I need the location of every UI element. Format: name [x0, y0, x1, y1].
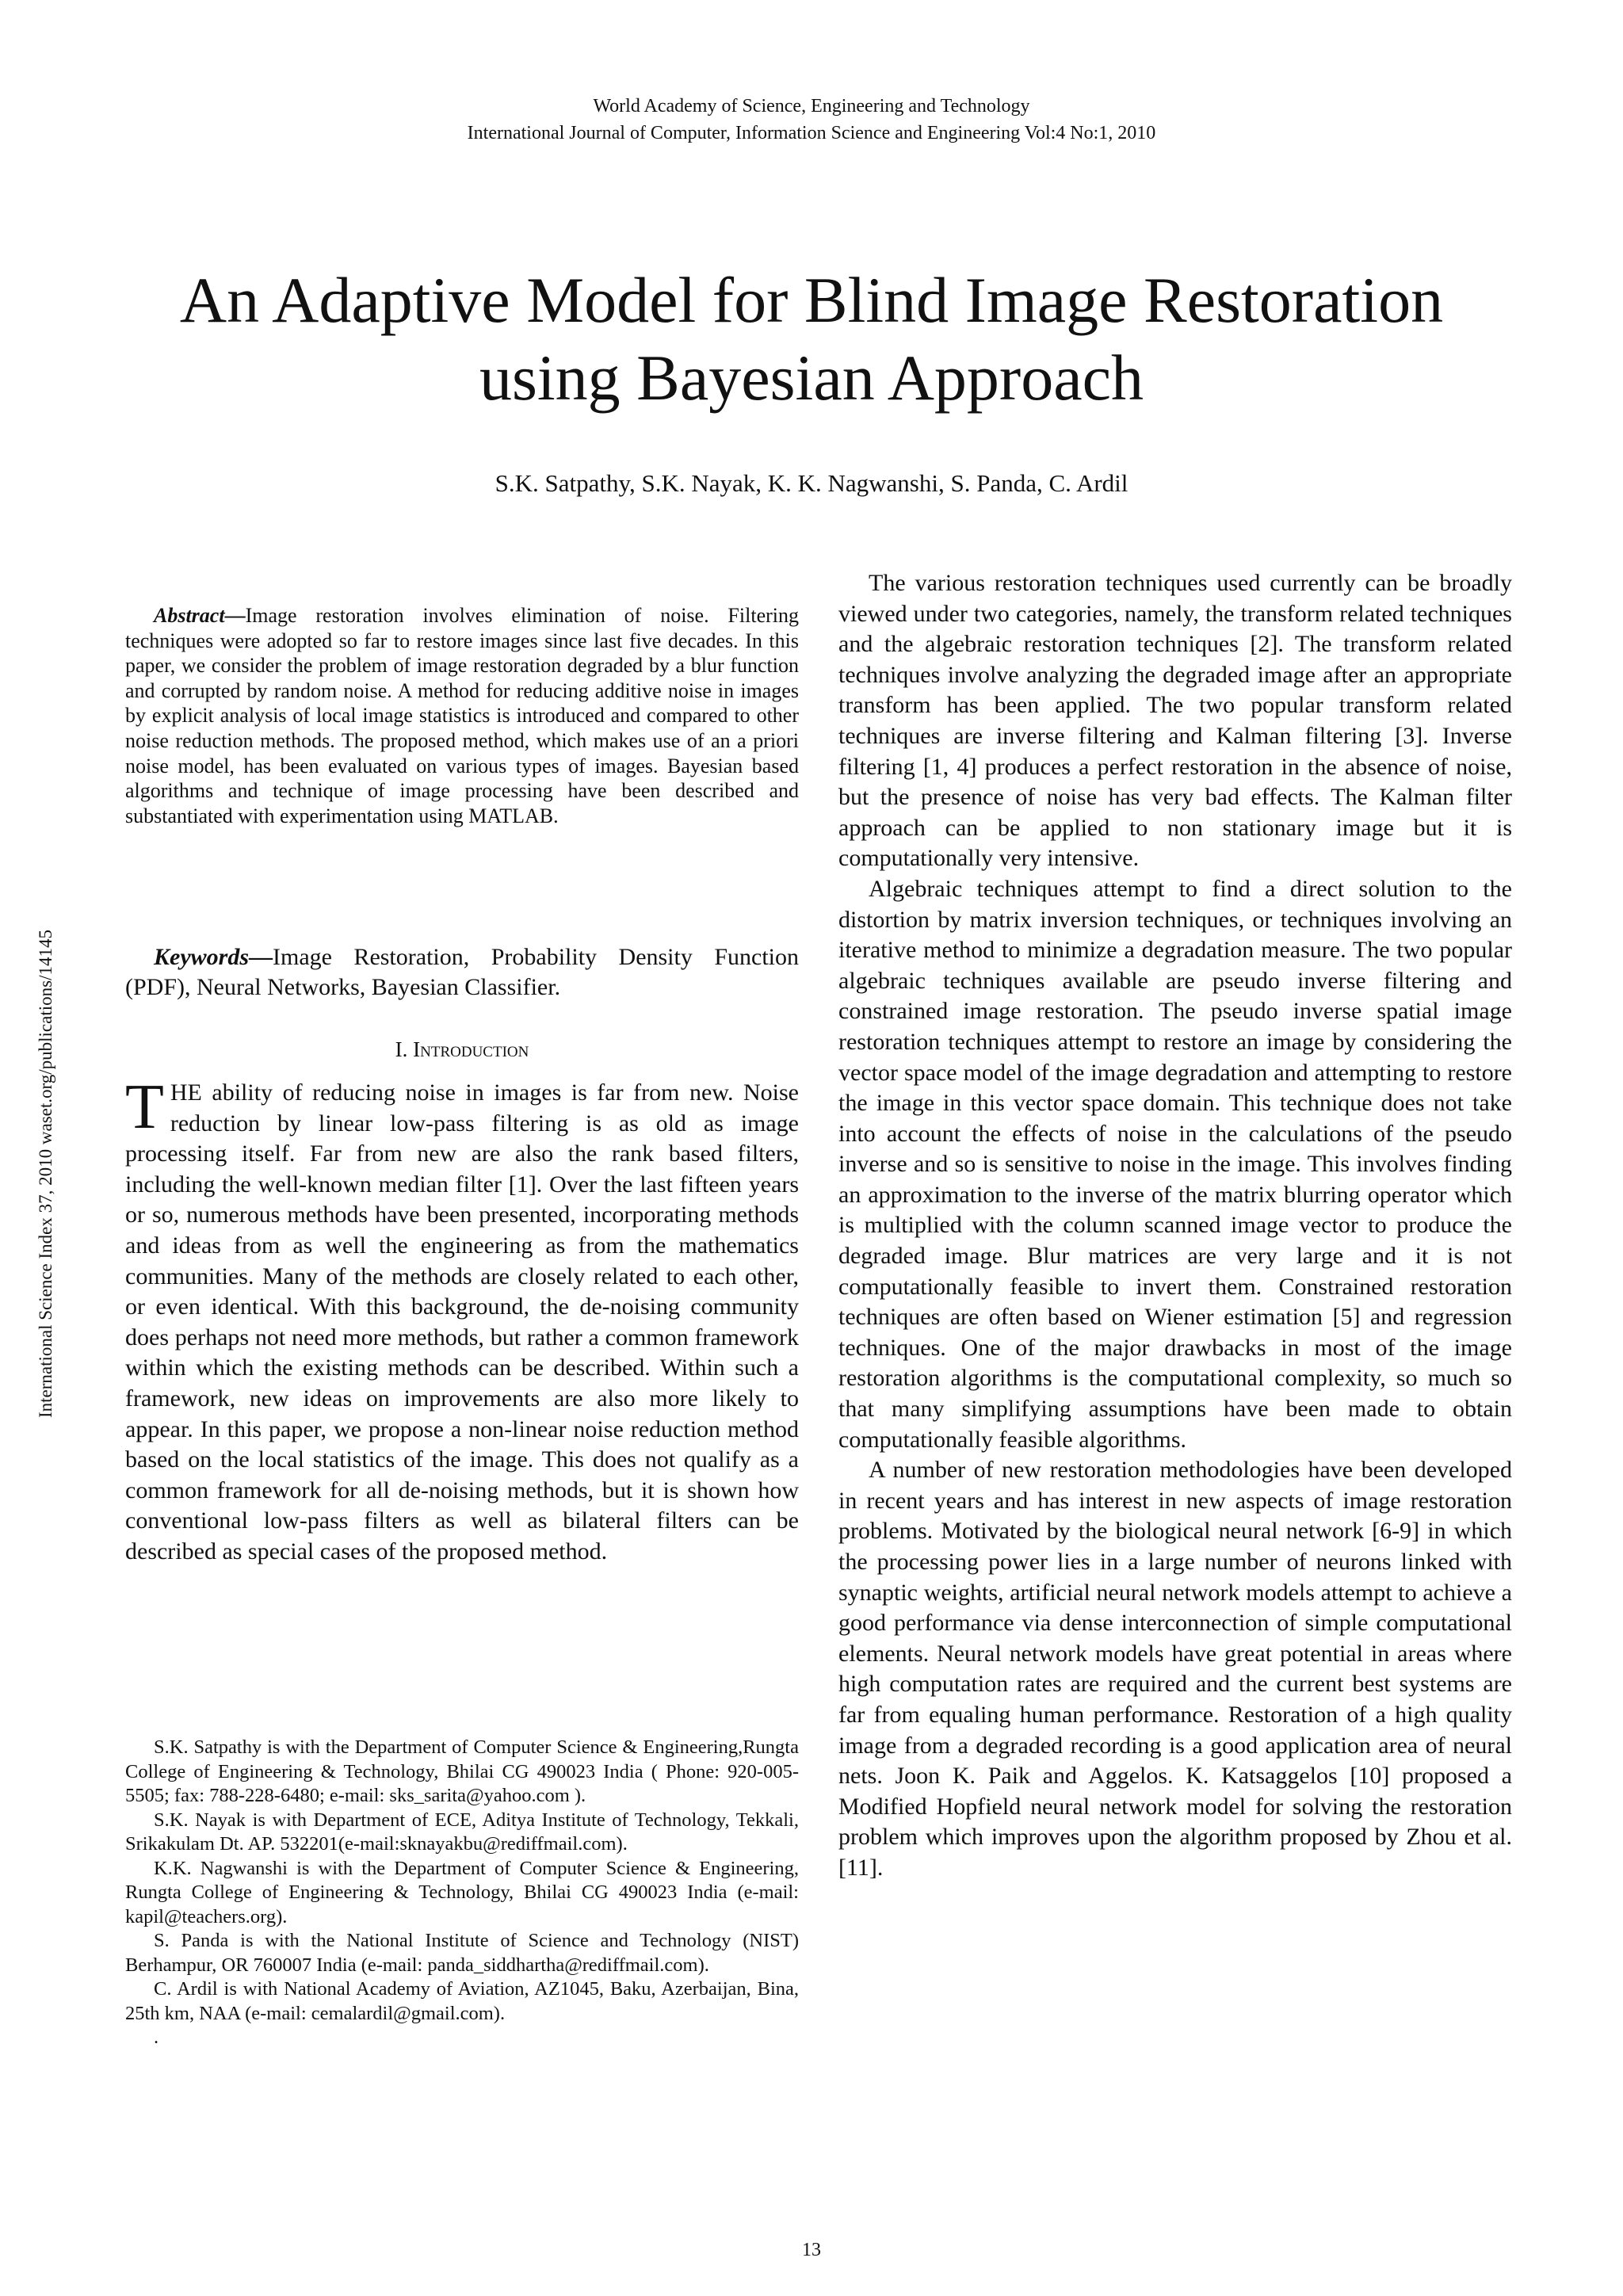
- body-paragraph: The various restoration techniques used currently can be broadly viewed under two categories, namely, the transform related techniques and the algebraic restoration techniques [2]. The transform related techniques involve analyzing the degraded image after an appropriate transform has been applied. The two popular transform related techniques are inverse filtering and Kalman filtering [3]. Inverse filtering [1, 4] produces a perfect restoration in the absence of noise, but the presence of noise has very bad effects. The Kalman filter approach can be applied to non stationary image but it is computationally very intensive.: [838, 570, 1512, 872]
- paper-title-line-2: using Bayesian Approach: [479, 342, 1144, 414]
- footnote: S.K. Satpathy is with the Department of Computer Science & Engineering,Rungta College of Engineering & Technology, Bhilai CG 490023 India ( Phone: 920-005-5505; fax: 788-228-6480; e-mail: sks_sarita@yahoo.com ).: [125, 1736, 799, 1806]
- section-number: I.: [395, 1037, 408, 1061]
- paper-title: [119, 262, 1504, 417]
- introduction-paragraph: [125, 1072, 799, 1568]
- keywords-dash: —: [249, 944, 273, 970]
- footnote: S.K. Nayak is with Department of ECE, Aditya Institute of Technology, Tekkali, Srikakulam Dt. AP. 532201(e-mail:sknayakbu@rediffmail.com).: [125, 1809, 799, 1855]
- abstract-label: Abstract: [154, 604, 225, 627]
- drop-cap: T: [125, 1072, 164, 1142]
- footnote: .: [154, 2027, 159, 2048]
- intro-text: ability of reducing noise in images is far from new. Noise reduction by linear low-pass filtering is as old as image processing itself. Far from new are also the rank based filters, including the well-known median filter [1]. Over the last fifteen years or so, numerous methods have been presented, incorporating methods and ideas from as well the engineering as from the mathematics communities. Many of the methods are closely related to each other, or even identical. With this background, the de-noising community does perhaps not need more methods, but rather a common framework within which the existing methods can be described. Within such a framework, new ideas on improvements are also more likely to appear. In this paper, we propose a non-linear noise reduction method based on the local statistics of the image. This does not qualify as a common framework for all de-noising methods, but it is shown how conventional low-pass filters as well as bilateral filters can be described as special cases of the proposed method.: [125, 1079, 799, 1564]
- journal-header-line-1: World Academy of Science, Engineering and Technology: [593, 96, 1030, 117]
- journal-header-line-2: International Journal of Computer, Information Science and Engineering Vol:4 No:1, 2010: [467, 123, 1156, 143]
- body-paragraph: Algebraic techniques attempt to find a direct solution to the distortion by matrix inversion techniques, or techniques involving an iterative method to minimize a degradation measure. The two popular algebraic techniques available are pseudo inverse filtering and constrained image restoration. The pseudo inverse spatial image restoration techniques attempt to restore an image by considering the vector space model of the image degradation and attempting to restore the image in this vector space domain. This technique does not take into account the effects of noise in the calculations of the pseudo inverse and so is sensitive to noise in the image. This involves finding an approximation to the inverse of the matrix blurring operator which is multiplied with the column scanned image vector to produce the degraded image. Blur matrices are very large and it is not computationally feasible to invert them. Constrained restoration techniques are often based on Wiener estimation [5] and regression techniques. One of the major drawbacks in most of the image restoration algorithms is the computational complexity, so much so that many simplifying assumptions have been made to obtain computationally feasible algorithms.: [838, 875, 1512, 1453]
- footnote: S. Panda is with the National Institute of Science and Technology (NIST) Berhampur, OR 760007 India (e-mail: panda_siddhartha@rediffmail.com).: [125, 1930, 799, 1976]
- keywords: [125, 942, 799, 1003]
- author-list: S.K. Satpathy, S.K. Nayak, K. K. Nagwanshi, S. Panda, C. Ardil: [495, 469, 1128, 497]
- intro-lead-word: HE: [170, 1079, 202, 1106]
- body-paragraph: A number of new restoration methodologies have been developed in recent years and has interest in new aspects of image restoration problems. Motivated by the biological neural network [6-9] in which the processing power lies in a large number of neurons linked with synaptic weights, artificial neural network models attempt to achieve a good performance via dense interconnection of simple computational elements. Neural network models have great potential in areas where high computation rates are required and the current best systems are far from equaling human performance. Restoration of a high quality image from a degraded recording is a good application area of neural nets. Joon K. Paik and Aggelos. K. Katsaggelos [10] proposed a Modified Hopfield neural network model for solving the restoration problem which improves upon the algorithm proposed by Zhou et al. [11].: [838, 1457, 1512, 1881]
- abstract: [125, 603, 799, 828]
- abstract-dash: —: [224, 604, 246, 627]
- keywords-text: Image Restoration, Probability Density Function (PDF), Neural Networks, Bayesian Classifier.: [125, 944, 799, 1000]
- keywords-label: Keywords: [154, 944, 249, 970]
- paper-title-line-1: An Adaptive Model for Blind Image Restoration: [179, 264, 1444, 336]
- author-footnotes: [125, 1736, 799, 2050]
- side-index-note: International Science Index 37, 2010 waset.org/publications/14145: [36, 930, 55, 1418]
- footnote: K.K. Nagwanshi is with the Department of Computer Science & Engineering, Rungta College of Engineering & Technology, Bhilai CG 490023 India (e-mail: kapil@teachers.org).: [125, 1857, 799, 1927]
- abstract-text: Image restoration involves elimination of noise. Filtering techniques were adopted so far to restore images since last five decades. In this paper, we consider the problem of image restoration degraded by a blur function and corrupted by random noise. A method for reducing additive noise in images by explicit analysis of local image statistics is introduced and compared to other noise reduction methods. The proposed method, which makes use of an a priori noise model, has been evaluated on various types of images. Bayesian based algorithms and technique of image processing have been described and substantiated with experimentation using MATLAB.: [125, 604, 799, 827]
- section-title: Introduction: [413, 1037, 529, 1061]
- right-column: [838, 568, 1512, 1884]
- footnote: C. Ardil is with National Academy of Aviation, AZ1045, Baku, Azerbaijan, Bina, 25th km, NAA (e-mail: cemalardil@gmail.com).: [125, 1978, 799, 2024]
- section-heading-introduction: [125, 1036, 799, 1063]
- page-number: 13: [802, 2240, 821, 2260]
